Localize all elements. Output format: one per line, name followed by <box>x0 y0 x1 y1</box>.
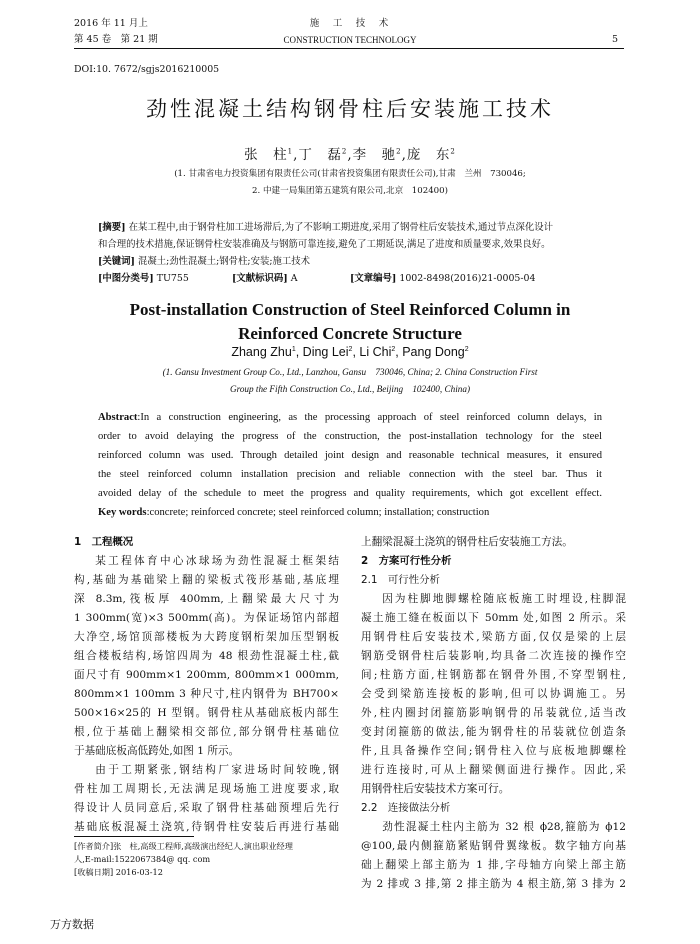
author-cn: ,李 驰 <box>347 147 397 163</box>
clc-label: [中图分类号] <box>98 273 154 284</box>
header-rule <box>74 48 624 49</box>
body-line: @100,最内侧箍筋紧贴钢骨翼缘板。数字轴方向基 <box>361 840 626 852</box>
author-cn: 张 柱 <box>244 147 288 163</box>
section-1-heading: 1 工程概况 <box>74 536 134 548</box>
journal-title-en: CONSTRUCTION TECHNOLOGY <box>283 35 417 45</box>
keywords-en-label: Key words <box>98 507 147 518</box>
body-line: 间;柱筋方面,柱钢筋都在钢骨外围,不穿型钢柱, <box>361 669 626 681</box>
body-line: 800mm×1 100mm 3 种尺寸,柱内钢骨为 BH700× <box>74 688 339 700</box>
issue-date: 2016 年 11 月上 <box>74 18 148 29</box>
abstract-en-line: order to avoid delaying the progress of the construction, the post-installation technology for the steel <box>98 431 602 442</box>
body-line: 面尺寸有 900mm×1 200mm, 800mm×1 000mm, <box>74 669 339 681</box>
abstract-cn-line: 和合理的技术措施,保证钢骨柱安装准确及与钢筋可靠连接,避免了工期延误,满足了进度和质量要求,效果良好。 <box>98 239 551 250</box>
author-affiliation-marker: 1 <box>287 147 294 156</box>
watermark: 万方数据 <box>50 918 94 931</box>
affiliation-en-1: (1. Gansu Investment Group Co., Ltd., Lanzhou, Gansu 730046, China; 2. China Construction First <box>162 367 538 377</box>
article-value: 1002-8498(2016)21-0005-04 <box>399 273 536 284</box>
author-bio-line: 张 柱,高级工程师,高级演出经纪人,演出职业经理 <box>113 841 293 851</box>
body-line: 组合楼板结构,场馆四周为 48 根劲性混凝土柱,截 <box>74 650 339 662</box>
author-en: , Li Chi <box>352 345 392 359</box>
abstract-cn-line: 在某工程中,由于钢骨柱加工进场滞后,为了不影响工期进度,采用了钢骨柱后安装技术,通过节点深化设计 <box>128 222 554 233</box>
body-line: 变封闭箍筋的做法,能为钢骨柱的吊装就位创造条 <box>361 726 626 738</box>
document-code <box>232 270 298 287</box>
body-line: 凝土施工缝在板面以下 50mm 处,如图 2 所示。采 <box>361 612 626 624</box>
affiliation-en-2: Group the Fifth Construction Co., Ltd., Beijing 102400, China) <box>229 384 471 394</box>
body-line: 劲性混凝土柱内主筋为 32 根 ϕ28,箍筋为 ϕ12 <box>382 821 626 833</box>
received-date: 2016-03-12 <box>115 867 163 877</box>
author-en: Zhang Zhu <box>231 345 292 359</box>
doc-value: A <box>290 273 298 284</box>
body-line: 根,位于基础上翻梁相交部位,部分钢骨柱基础位 <box>74 726 339 738</box>
body-line: 构,基础为基础梁上翻的梁板式筏形基础,基底埋 <box>74 574 339 586</box>
title-en-line: Reinforced Concrete Structure <box>238 324 462 343</box>
doc-label: [文献标识码] <box>232 273 288 284</box>
article-label: [文章编号] <box>350 273 397 284</box>
author-en: , Pang Dong <box>395 345 465 359</box>
author-bio-line: 人,E-mail:1522067384@ qq. com <box>74 854 211 864</box>
clc-value: TU755 <box>156 273 189 284</box>
body-line: 为 2 排或 3 排,第 2 排主筋为 4 根主筋,第 3 排为 2 <box>361 878 626 890</box>
author-en: , Ding Lei <box>295 345 349 359</box>
body-line: 外,柱内圈封闭箍筋影响钢骨的吊装就位,适当改 <box>361 707 626 719</box>
keywords-en: :concrete; reinforced concrete; steel reinforced column; installation; construction <box>146 507 490 518</box>
left-column <box>74 533 339 837</box>
body-line: 上翻梁混凝土浇筑的钢骨柱后安装施工方法。 <box>361 536 573 548</box>
abstract-en-line: the steel reinforced column installation precision and reliable connection with the steel bar. Thus it <box>98 469 602 480</box>
section-2-2-heading: 2.2 连接做法分析 <box>361 802 451 814</box>
title-en <box>0 298 700 346</box>
article-number <box>350 270 535 287</box>
affiliation-cn-1: (1. 甘肃省电力投资集团有限责任公司(甘肃省投资集团有限责任公司),甘肃 兰州 730046; <box>174 169 526 179</box>
abstract-cn-label: [摘要] <box>98 222 126 233</box>
footnote-rule <box>74 836 194 837</box>
author-affiliation-marker: 2 <box>348 345 353 353</box>
author-bio-label: [作者简介] <box>74 841 114 851</box>
body-line: 基础底板混凝土浇筑,待钢骨柱安装后再进行基础 <box>74 821 339 833</box>
abstract-en-line: reinforced column was used. Through detailed joint design and reasonable technical measures, it ensured <box>98 450 602 461</box>
affiliation-cn-2: 2. 中建一局集团第五建筑有限公司,北京 102400) <box>252 186 448 196</box>
body-line: 因为柱脚地脚螺栓随底板施工时埋设,柱脚混 <box>382 593 626 605</box>
body-line: 进行连接时,可从上翻梁侧面进行操作。因此,采 <box>361 764 626 776</box>
author-cn: ,丁 磊 <box>293 147 342 163</box>
section-2-1-heading: 2.1 可行性分析 <box>361 574 440 586</box>
author-affiliation-marker: 2 <box>391 345 396 353</box>
body-line: 得设计人员同意后,采取了钢骨柱基础预埋后先行 <box>74 802 339 814</box>
right-column <box>361 533 626 894</box>
authors-en <box>0 345 700 359</box>
author-affiliation-marker: 2 <box>341 147 348 156</box>
abstract-en-label: Abstract <box>98 412 138 423</box>
author-affiliation-marker: 2 <box>450 147 456 156</box>
body-line: 由于工期紧张,钢结构厂家进场时间较晚,钢 <box>95 764 339 776</box>
keywords-cn-label: [关键词] <box>98 256 135 267</box>
body-line: 大净空,场馆顶部楼板为大跨度钢桁架加压型钢板 <box>74 631 339 643</box>
author-affiliation-marker: 1 <box>291 345 296 353</box>
body-line: 深 8.3m,筏板厚 400mm,上翻梁最大尺寸为 <box>74 593 339 605</box>
body-line: 用钢骨柱后安装技术方案可行。 <box>361 783 510 795</box>
title-en-line: Post-installation Construction of Steel Reinforced Column in <box>129 300 571 319</box>
abstract-en-line: :In a construction engineering, as the processing approach of steel reinforced column delays, in <box>137 412 602 423</box>
clc-number <box>98 270 189 287</box>
footnote <box>74 840 339 879</box>
authors-cn <box>0 143 700 163</box>
body-line: 500×16×25的 H 型钢。钢骨柱从基础底板内部生 <box>74 707 339 719</box>
body-line: 骨柱加工周期长,无法满足现场施工进度要求,取 <box>74 783 339 795</box>
body-line: 某工程体育中心冰球场为劲性混凝土框架结 <box>95 555 339 567</box>
journal-title-cn: 施 工 技 术 <box>309 18 391 29</box>
abstract-en <box>98 408 602 522</box>
keywords-cn: 混凝土;劲性混凝土;钢骨柱;安装;施工技术 <box>137 256 310 267</box>
body-line: 会受到梁筋连接板的影响,但可以协调施工。另 <box>361 688 626 700</box>
section-2-heading: 2 方案可行性分析 <box>361 555 452 567</box>
body-line: 于基础底板高低跨处,如图 1 所示。 <box>74 745 240 757</box>
body-line: 用钢骨柱后安装技术,梁筋方面,仅仅是梁的上层 <box>361 631 626 643</box>
abstract-cn <box>98 219 613 287</box>
author-affiliation-marker: 2 <box>464 345 469 353</box>
body-line: 件,且具备操作空间;钢骨柱入位与底板地脚螺栓 <box>361 745 626 757</box>
page-number: 5 <box>612 34 619 45</box>
doi: DOI:10. 7672/sgjs2016210005 <box>74 64 220 75</box>
author-affiliation-marker: 2 <box>396 147 402 156</box>
author-cn: ,庞 东 <box>401 147 451 163</box>
body-line: 钢筋受钢骨柱后装影响,均具备二次连接的操作空 <box>361 650 626 662</box>
abstract-en-line: avoided delay of the schedule to meet the progress and quality requirements, which got excellent effect. <box>98 488 602 499</box>
volume-issue: 第 45 卷 第 21 期 <box>74 34 158 45</box>
title-cn: 劲性混凝土结构钢骨柱后安装施工技术 <box>146 97 554 121</box>
received-date-label: [收稿日期] <box>74 867 114 877</box>
body-line: 础上翻梁上部主筋为 1 排,字母轴方向梁上部主筋 <box>361 859 626 871</box>
body-line: 1 300mm(宽)×3 500mm(高)。为保证场馆内部超 <box>74 612 339 624</box>
